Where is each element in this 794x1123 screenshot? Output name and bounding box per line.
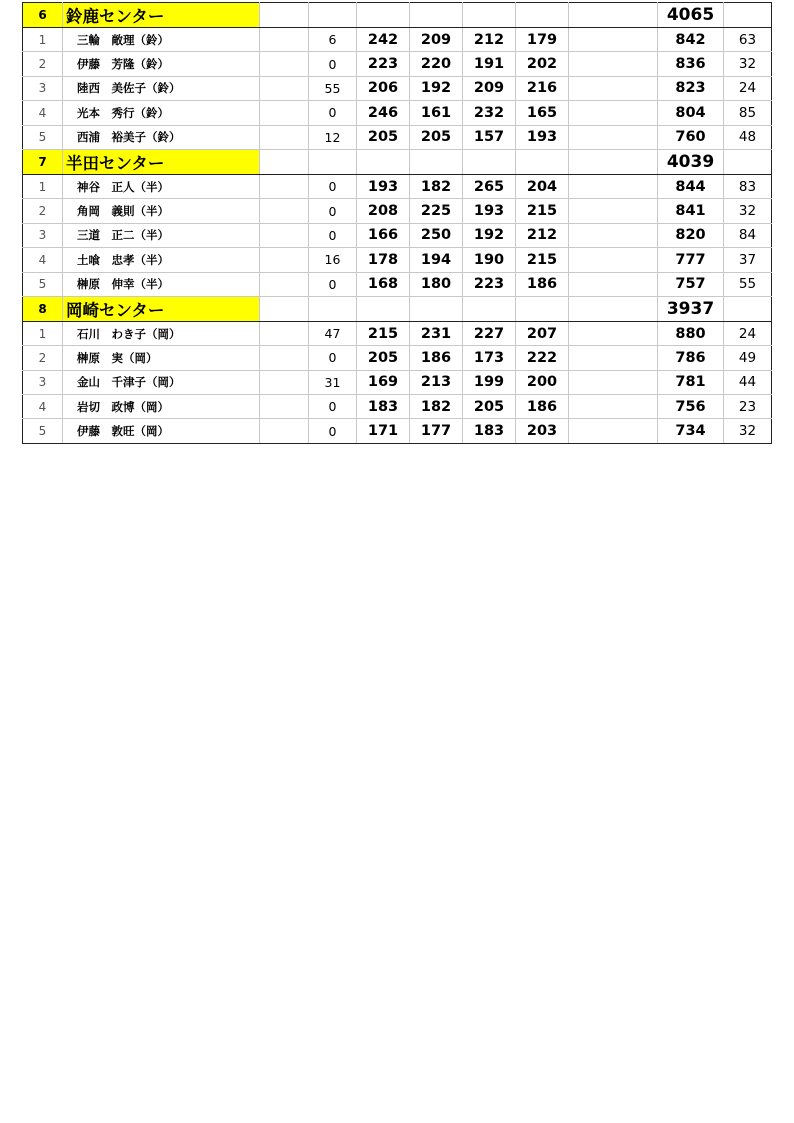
player-row <box>23 419 772 443</box>
empty-cell <box>260 174 309 198</box>
game-3-score: 265 <box>463 174 516 198</box>
empty-cell <box>569 199 658 223</box>
empty-cell <box>309 3 357 28</box>
game-4-score: 215 <box>516 248 569 272</box>
player-last-value: 63 <box>724 28 772 52</box>
player-row <box>23 370 772 394</box>
team-rank: 6 <box>23 3 63 28</box>
player-position: 5 <box>23 125 63 149</box>
player-total: 756 <box>658 395 724 419</box>
game-2-score: 225 <box>410 199 463 223</box>
empty-cell <box>357 296 410 321</box>
player-total: 842 <box>658 28 724 52</box>
game-1-score: 208 <box>357 199 410 223</box>
player-row <box>23 321 772 345</box>
game-4-score: 186 <box>516 272 569 296</box>
results-body <box>23 3 772 444</box>
empty-cell <box>569 125 658 149</box>
player-row <box>23 52 772 76</box>
player-row <box>23 76 772 100</box>
player-position: 3 <box>23 370 63 394</box>
empty-cell <box>569 370 658 394</box>
player-last-value: 32 <box>724 419 772 443</box>
player-handicap: 0 <box>309 52 357 76</box>
game-2-score: 231 <box>410 321 463 345</box>
empty-cell <box>463 296 516 321</box>
player-name: 金山 千津子（岡） <box>63 370 260 394</box>
team-header-row <box>23 296 772 321</box>
game-4-score: 222 <box>516 346 569 370</box>
empty-cell <box>516 296 569 321</box>
game-1-score: 178 <box>357 248 410 272</box>
game-3-score: 191 <box>463 52 516 76</box>
player-handicap: 0 <box>309 101 357 125</box>
game-2-score: 182 <box>410 395 463 419</box>
empty-cell <box>410 296 463 321</box>
player-row <box>23 223 772 247</box>
game-2-score: 250 <box>410 223 463 247</box>
player-last-value: 37 <box>724 248 772 272</box>
player-handicap: 0 <box>309 223 357 247</box>
player-total: 760 <box>658 125 724 149</box>
game-1-score: 205 <box>357 125 410 149</box>
player-position: 2 <box>23 52 63 76</box>
game-4-score: 202 <box>516 52 569 76</box>
empty-cell <box>724 296 772 321</box>
player-handicap: 0 <box>309 419 357 443</box>
game-4-score: 216 <box>516 76 569 100</box>
empty-cell <box>260 248 309 272</box>
game-1-score: 183 <box>357 395 410 419</box>
empty-cell <box>516 3 569 28</box>
team-total: 3937 <box>658 296 724 321</box>
empty-cell <box>260 76 309 100</box>
player-total: 841 <box>658 199 724 223</box>
player-handicap: 0 <box>309 199 357 223</box>
team-total: 4065 <box>658 3 724 28</box>
team-rank: 8 <box>23 296 63 321</box>
player-total: 820 <box>658 223 724 247</box>
empty-cell <box>260 321 309 345</box>
player-position: 5 <box>23 272 63 296</box>
game-3-score: 193 <box>463 199 516 223</box>
game-3-score: 199 <box>463 370 516 394</box>
player-handicap: 16 <box>309 248 357 272</box>
player-handicap: 12 <box>309 125 357 149</box>
player-last-value: 85 <box>724 101 772 125</box>
player-row <box>23 101 772 125</box>
empty-cell <box>569 3 658 28</box>
game-1-score: 166 <box>357 223 410 247</box>
player-handicap: 0 <box>309 346 357 370</box>
team-name: 半田センター <box>63 149 260 174</box>
player-last-value: 84 <box>724 223 772 247</box>
player-name: 伊藤 敦旺（岡） <box>63 419 260 443</box>
player-name: 岩切 政博（岡） <box>63 395 260 419</box>
empty-cell <box>569 52 658 76</box>
game-3-score: 209 <box>463 76 516 100</box>
empty-cell <box>260 296 309 321</box>
game-2-score: 180 <box>410 272 463 296</box>
player-row <box>23 125 772 149</box>
player-name: 三道 正二（半） <box>63 223 260 247</box>
player-total: 804 <box>658 101 724 125</box>
player-row <box>23 28 772 52</box>
game-1-score: 193 <box>357 174 410 198</box>
empty-cell <box>260 272 309 296</box>
player-position: 1 <box>23 174 63 198</box>
player-position: 2 <box>23 346 63 370</box>
game-2-score: 182 <box>410 174 463 198</box>
game-3-score: 232 <box>463 101 516 125</box>
player-position: 2 <box>23 199 63 223</box>
game-1-score: 246 <box>357 101 410 125</box>
game-4-score: 207 <box>516 321 569 345</box>
player-row <box>23 174 772 198</box>
player-total: 836 <box>658 52 724 76</box>
player-position: 5 <box>23 419 63 443</box>
player-last-value: 23 <box>724 395 772 419</box>
player-total: 777 <box>658 248 724 272</box>
empty-cell <box>569 346 658 370</box>
game-1-score: 223 <box>357 52 410 76</box>
empty-cell <box>569 272 658 296</box>
player-last-value: 49 <box>724 346 772 370</box>
player-row <box>23 395 772 419</box>
game-2-score: 213 <box>410 370 463 394</box>
game-4-score: 179 <box>516 28 569 52</box>
empty-cell <box>724 149 772 174</box>
game-3-score: 173 <box>463 346 516 370</box>
empty-cell <box>724 3 772 28</box>
game-4-score: 165 <box>516 101 569 125</box>
game-4-score: 215 <box>516 199 569 223</box>
empty-cell <box>569 28 658 52</box>
game-1-score: 168 <box>357 272 410 296</box>
player-name: 神谷 正人（半） <box>63 174 260 198</box>
player-total: 880 <box>658 321 724 345</box>
team-header-row <box>23 3 772 28</box>
team-rank: 7 <box>23 149 63 174</box>
empty-cell <box>569 296 658 321</box>
empty-cell <box>569 248 658 272</box>
empty-cell <box>260 101 309 125</box>
game-2-score: 192 <box>410 76 463 100</box>
player-position: 3 <box>23 223 63 247</box>
game-4-score: 203 <box>516 419 569 443</box>
player-last-value: 48 <box>724 125 772 149</box>
player-position: 4 <box>23 395 63 419</box>
empty-cell <box>260 419 309 443</box>
game-4-score: 212 <box>516 223 569 247</box>
player-name: 榊原 伸幸（半） <box>63 272 260 296</box>
empty-cell <box>260 395 309 419</box>
empty-cell <box>260 125 309 149</box>
game-2-score: 205 <box>410 125 463 149</box>
player-total: 757 <box>658 272 724 296</box>
game-1-score: 242 <box>357 28 410 52</box>
player-last-value: 44 <box>724 370 772 394</box>
game-3-score: 190 <box>463 248 516 272</box>
player-last-value: 32 <box>724 52 772 76</box>
game-4-score: 200 <box>516 370 569 394</box>
player-last-value: 55 <box>724 272 772 296</box>
game-2-score: 209 <box>410 28 463 52</box>
game-2-score: 220 <box>410 52 463 76</box>
player-position: 4 <box>23 248 63 272</box>
player-name: 三輪 敞理（鈴） <box>63 28 260 52</box>
empty-cell <box>569 101 658 125</box>
game-3-score: 227 <box>463 321 516 345</box>
player-name: 光本 秀行（鈴） <box>63 101 260 125</box>
player-position: 1 <box>23 321 63 345</box>
player-handicap: 6 <box>309 28 357 52</box>
player-total: 823 <box>658 76 724 100</box>
player-row <box>23 272 772 296</box>
player-total: 844 <box>658 174 724 198</box>
player-name: 土喰 忠孝（半） <box>63 248 260 272</box>
empty-cell <box>569 223 658 247</box>
player-name: 石川 わき子（岡） <box>63 321 260 345</box>
player-row <box>23 346 772 370</box>
empty-cell <box>260 223 309 247</box>
game-1-score: 205 <box>357 346 410 370</box>
game-1-score: 169 <box>357 370 410 394</box>
player-name: 伊藤 芳隆（鈴） <box>63 52 260 76</box>
results-table <box>22 2 772 444</box>
empty-cell <box>357 3 410 28</box>
game-3-score: 205 <box>463 395 516 419</box>
empty-cell <box>410 3 463 28</box>
empty-cell <box>410 149 463 174</box>
player-handicap: 0 <box>309 174 357 198</box>
player-handicap: 47 <box>309 321 357 345</box>
empty-cell <box>309 296 357 321</box>
game-3-score: 157 <box>463 125 516 149</box>
player-name: 榊原 実（岡） <box>63 346 260 370</box>
team-total: 4039 <box>658 149 724 174</box>
team-name: 岡崎センター <box>63 296 260 321</box>
player-last-value: 24 <box>724 321 772 345</box>
empty-cell <box>569 76 658 100</box>
game-1-score: 206 <box>357 76 410 100</box>
player-handicap: 31 <box>309 370 357 394</box>
game-2-score: 194 <box>410 248 463 272</box>
player-row <box>23 248 772 272</box>
game-3-score: 192 <box>463 223 516 247</box>
player-handicap: 55 <box>309 76 357 100</box>
empty-cell <box>357 149 410 174</box>
player-total: 781 <box>658 370 724 394</box>
game-2-score: 177 <box>410 419 463 443</box>
empty-cell <box>569 395 658 419</box>
empty-cell <box>309 149 357 174</box>
game-1-score: 171 <box>357 419 410 443</box>
game-4-score: 186 <box>516 395 569 419</box>
player-last-value: 24 <box>724 76 772 100</box>
player-row <box>23 199 772 223</box>
game-4-score: 204 <box>516 174 569 198</box>
empty-cell <box>260 3 309 28</box>
player-name: 陸西 美佐子（鈴） <box>63 76 260 100</box>
empty-cell <box>569 419 658 443</box>
empty-cell <box>569 174 658 198</box>
player-last-value: 32 <box>724 199 772 223</box>
player-total: 786 <box>658 346 724 370</box>
game-2-score: 186 <box>410 346 463 370</box>
empty-cell <box>260 28 309 52</box>
player-handicap: 0 <box>309 272 357 296</box>
empty-cell <box>516 149 569 174</box>
game-4-score: 193 <box>516 125 569 149</box>
player-last-value: 83 <box>724 174 772 198</box>
empty-cell <box>569 149 658 174</box>
player-position: 3 <box>23 76 63 100</box>
player-position: 4 <box>23 101 63 125</box>
player-total: 734 <box>658 419 724 443</box>
player-name: 角岡 義則（半） <box>63 199 260 223</box>
empty-cell <box>569 321 658 345</box>
empty-cell <box>260 346 309 370</box>
player-position: 1 <box>23 28 63 52</box>
empty-cell <box>260 52 309 76</box>
empty-cell <box>260 199 309 223</box>
empty-cell <box>463 3 516 28</box>
game-3-score: 223 <box>463 272 516 296</box>
player-handicap: 0 <box>309 395 357 419</box>
game-3-score: 212 <box>463 28 516 52</box>
game-2-score: 161 <box>410 101 463 125</box>
empty-cell <box>260 370 309 394</box>
player-name: 西浦 裕美子（鈴） <box>63 125 260 149</box>
team-header-row <box>23 149 772 174</box>
team-name: 鈴鹿センター <box>63 3 260 28</box>
empty-cell <box>260 149 309 174</box>
game-3-score: 183 <box>463 419 516 443</box>
game-1-score: 215 <box>357 321 410 345</box>
empty-cell <box>463 149 516 174</box>
